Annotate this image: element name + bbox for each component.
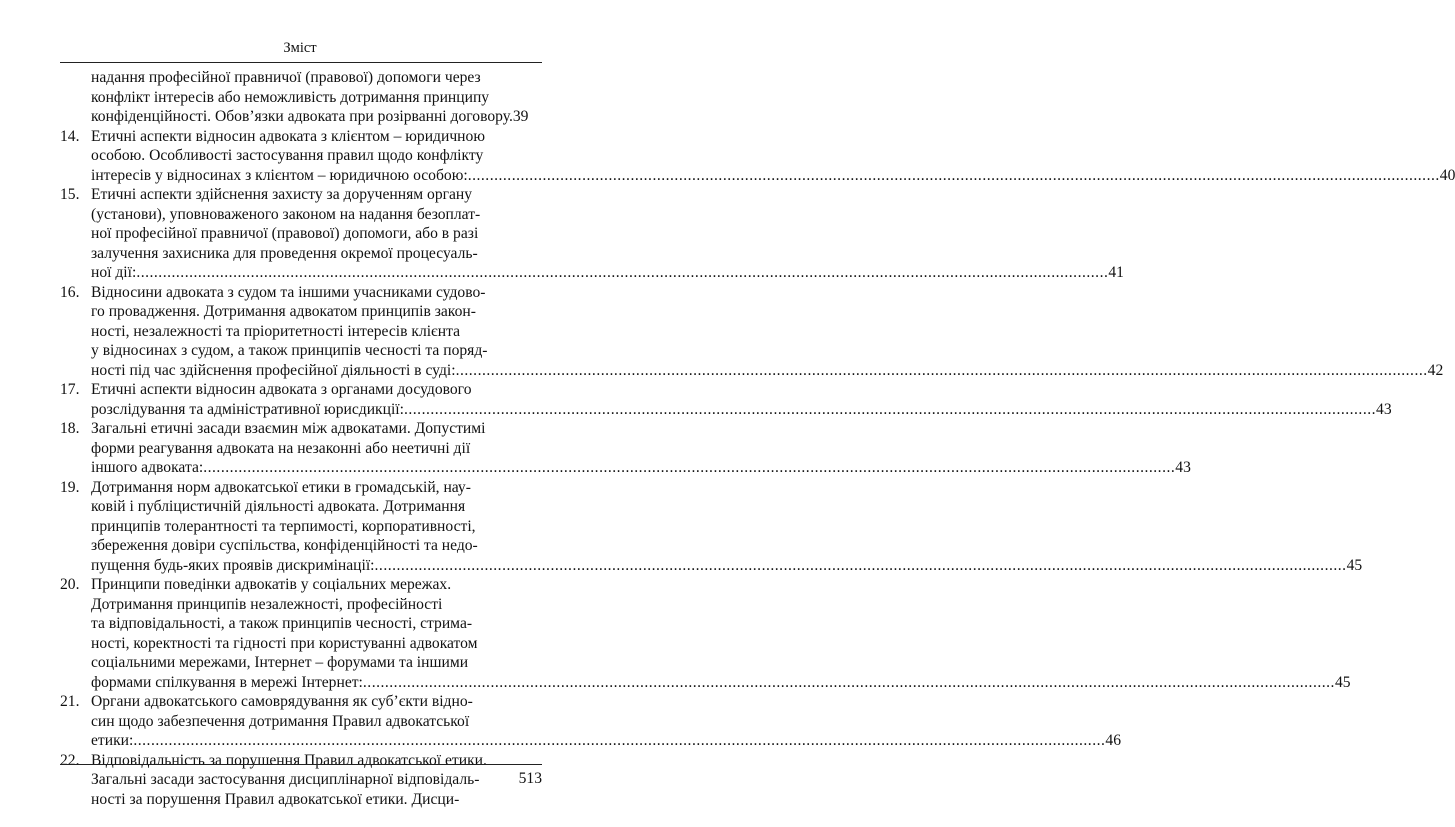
toc-entry-text: [91, 127, 1455, 186]
toc-entry-text: [91, 478, 1362, 576]
toc-entry: [60, 575, 1351, 692]
toc-page-number: 40: [1439, 166, 1455, 184]
toc-entry-text: [91, 185, 1124, 283]
dot-leader: [133, 731, 1105, 751]
toc-entry: [60, 478, 1363, 576]
toc-page-number: 45: [1346, 556, 1363, 574]
toc-entry-text: [91, 751, 542, 810]
toc-line: Відповідальність за порушення Правил адвокатської етики.: [91, 751, 487, 769]
toc-entry-number: 15.: [60, 186, 80, 203]
toc-line: у відносинах з судом, а також принципів чесності та поряд-: [91, 342, 488, 359]
page-number: 513: [518, 770, 542, 787]
toc-line: особою. Особливості застосування правил щодо конфлікту: [91, 147, 484, 164]
toc-line-text: інтересів у відносинах з клієнтом – юридичною особою:: [91, 166, 468, 184]
toc-line: [91, 400, 1392, 420]
toc-line: [91, 556, 1362, 576]
toc-entry: [60, 419, 1191, 478]
toc-line-text: конфіденційності. Обов’язки адвоката при розірванні договору.: [91, 108, 513, 125]
toc-entry: [60, 185, 1124, 283]
toc-continuation: [60, 68, 542, 127]
toc-line-text: іншого адвоката:: [91, 459, 204, 476]
toc-line: Етичні аспекти здійснення захисту за дорученням органу: [91, 186, 473, 203]
toc-page-number: 45: [1334, 673, 1351, 691]
toc-line: (установи), уповноваженого законом на надання безоплат-: [91, 205, 481, 223]
toc-entry-text: [91, 283, 1443, 381]
toc-line-text: ної дії:: [91, 264, 137, 281]
toc-line: [91, 458, 1191, 478]
toc-page-number: 46: [1105, 732, 1121, 749]
toc-line: форми реагування адвоката на незаконні або неетичні дії: [91, 439, 471, 457]
toc-entry-number: 18.: [60, 420, 80, 437]
dot-leader: [363, 673, 1335, 693]
toc-line: [91, 263, 1124, 283]
toc-line-text: пущення будь-яких проявів дискримінації:: [91, 556, 375, 574]
toc-line: принципів толерантності та терпимості, корпоративності,: [91, 517, 476, 535]
toc-entry: [60, 751, 542, 810]
toc-line: Етичні аспекти відносин адвоката з органами досудового: [91, 381, 472, 398]
toc-entry-number: 14.: [60, 127, 80, 145]
toc-entry-text: [91, 692, 1121, 751]
toc-line: [91, 731, 1121, 751]
toc-entry-number: 17.: [60, 381, 80, 398]
toc-line: залучення захисника для проведення окремої процесуаль-: [91, 244, 478, 262]
toc-line-text: розслідування та адміністративної юрисдикції:: [91, 400, 404, 418]
toc-line: Принципи поведінки адвокатів у соціальних мережах.: [91, 576, 452, 593]
toc-line-text: формами спілкування в мережі Інтернет:: [91, 673, 363, 691]
dot-leader: [456, 361, 1428, 381]
toc-entry: [60, 283, 1444, 381]
toc-entry-number: 16.: [60, 283, 80, 301]
toc-line: Відносини адвоката з судом та іншими учасниками судово-: [91, 283, 486, 301]
toc-line: збереження довіри суспільства, конфіденційності та недо-: [91, 537, 478, 554]
toc-entry-text: [91, 68, 542, 127]
toc-entry-number: 21.: [60, 693, 80, 710]
toc-entry-number: 22.: [60, 751, 80, 769]
table-of-contents: [60, 68, 1455, 809]
toc-line-text: ності під час здійснення професійної діяльності в суді:: [91, 361, 456, 379]
toc-page-number: 41: [1108, 264, 1124, 281]
toc-line: [91, 673, 1351, 693]
toc-entry-text: [91, 419, 1191, 478]
toc-entry: [60, 380, 1392, 419]
toc-entry: [60, 127, 1455, 186]
toc-page-number: 43: [1376, 400, 1392, 418]
toc-page-number: 39: [512, 108, 529, 125]
toc-page-number: 43: [1175, 459, 1191, 476]
toc-line: Дотримання принципів незалежності, професійності: [91, 595, 443, 613]
toc-line: Дотримання норм адвокатської етики в громадській, нау-: [91, 478, 471, 496]
toc-page-number: 42: [1427, 361, 1444, 379]
toc-entry: [60, 692, 1121, 751]
toc-line: ковій і публіцистичній діяльності адвоката. Дотримання: [91, 498, 466, 515]
toc-line: [91, 361, 1443, 381]
toc-line: [91, 107, 542, 127]
dot-leader: [375, 556, 1347, 576]
dot-leader: [404, 400, 1376, 420]
toc-entry-number: 19.: [60, 478, 80, 496]
footer-rule: [60, 764, 542, 765]
toc-line-text: етики:: [91, 732, 134, 749]
toc-line: конфлікт інтересів або неможливість дотримання принципу: [91, 88, 490, 106]
dot-leader: [468, 166, 1440, 186]
toc-line: надання професійної правничої (правової) допомоги через: [91, 69, 481, 86]
toc-line: го провадження. Дотримання адвокатом принципів закон-: [91, 303, 476, 320]
toc-entry-text: [91, 380, 1392, 419]
toc-line: Етичні аспекти відносин адвоката з клієнтом – юридичною: [91, 127, 485, 145]
toc-entry-text: [91, 575, 1351, 692]
toc-line: Загальні етичні засади взаємин між адвокатами. Допустимі: [91, 420, 486, 437]
toc-line: ності, незалежності та пріоритетності інтересів клієнта: [91, 322, 461, 340]
toc-line: ності, коректності та гідності при користуванні адвокатом: [91, 634, 478, 652]
toc-line: та відповідальності, а також принципів чесності, стрима-: [91, 615, 473, 632]
toc-line: Загальні засади застосування дисциплінарної відповідаль-: [91, 771, 480, 788]
toc-line: соціальними мережами, Інтернет – форумами та іншими: [91, 654, 469, 671]
toc-entry-number: 20.: [60, 576, 80, 593]
dot-leader: [203, 458, 1175, 478]
toc-line: Органи адвокатського самоврядування як суб’єкти відно-: [91, 693, 473, 710]
toc-line: ної професійної правничої (правової) допомоги, або в разі: [91, 225, 479, 242]
dot-leader: [136, 263, 1108, 283]
toc-line: син щодо забезпечення дотримання Правил адвокатської: [91, 712, 470, 730]
toc-line: [91, 166, 1455, 186]
running-header-title: Зміст: [283, 40, 317, 56]
toc-line: ності за порушення Правил адвокатської етики. Дисци-: [91, 790, 460, 808]
header-rule: [60, 62, 542, 63]
